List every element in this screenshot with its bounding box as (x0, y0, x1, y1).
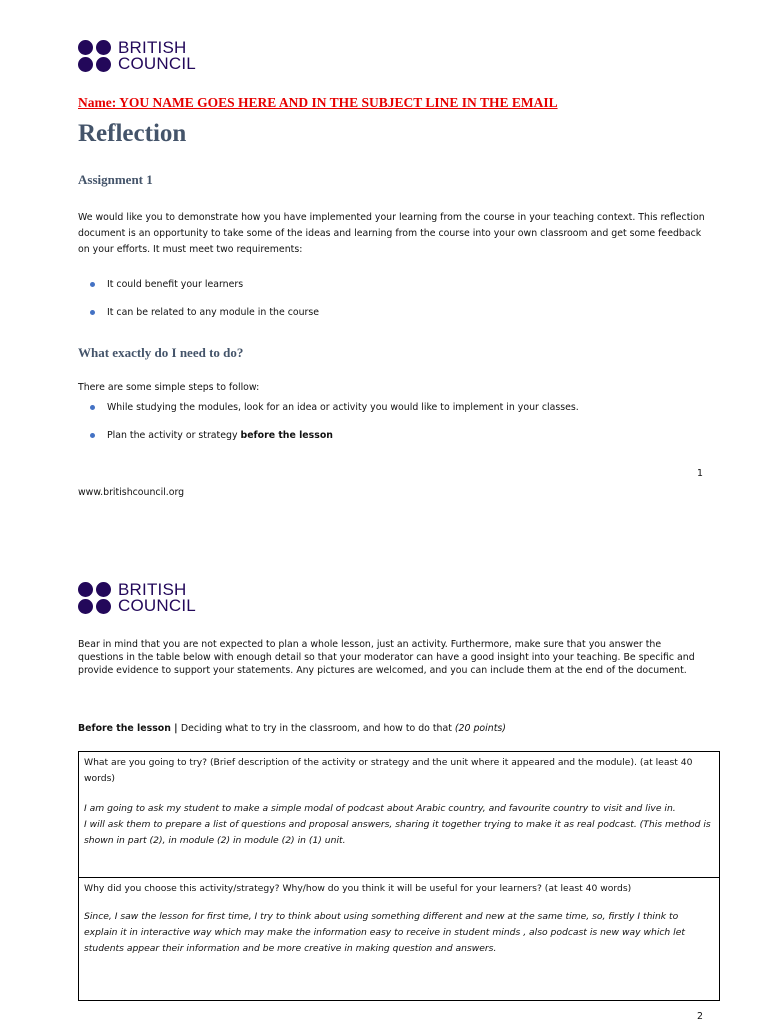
answer-1-line-1: I am going to ask my student to make a simple modal of podcast about Arabic country, and favourite country to visit and live in. (84, 803, 676, 814)
question-1: What are you going to try? (Brief description of the activity or strategy and the unit where it appeared and the module). (at least 40 words) (84, 757, 693, 784)
page-number: 1 (697, 468, 703, 479)
footer-url[interactable]: www.britishcouncil.org (78, 487, 185, 498)
question-2: Why did you choose this activity/strategy? Why/how do you think it will be useful for your learners? (at least 40 words) (84, 883, 632, 894)
logo-dots-icon (78, 40, 112, 72)
requirement-item: It can be related to any module in the course (90, 307, 319, 318)
page-number: 2 (697, 1011, 703, 1022)
requirement-item: It could benefit your learners (90, 279, 243, 290)
assignment-heading: Assignment 1 (78, 172, 153, 187)
logo-line-1: BRITISH (118, 38, 187, 57)
note-paragraph: Bear in mind that you are not expected to plan a whole lesson, just an activity. Furthermore, make sure that you answer the questions in the table below with enough detail so that your moderator can have a good insight into your teaching. Be specific and provide evidence to support your statements. Any pictures are welcomed, and you can include them at the end of the document. (78, 639, 695, 676)
step-item: While studying the modules, look for an idea or activity you would like to implement in your classes. (90, 402, 579, 413)
steps-intro: There are some simple steps to follow: (78, 382, 260, 393)
intro-paragraph: We would like you to demonstrate how you have implemented your learning from the course in your teaching context. This reflection document is an opportunity to take some of the ideas and learning from the course into your own classroom and get some feedback on your efforts. It must meet two requirements: (78, 212, 705, 255)
name-line: Name: YOU NAME GOES HERE AND IN THE SUBJECT LINE IN THE EMAIL (78, 95, 558, 110)
page-title: Reflection (78, 120, 187, 147)
british-council-logo (78, 40, 196, 72)
table-row[interactable] (79, 752, 719, 877)
before-lesson-line: Before the lesson | Deciding what to try in the classroom, and how to do that (20 points) (78, 723, 506, 734)
british-council-logo (78, 582, 196, 614)
answer-2: Since, I saw the lesson for first time, I try to think about using something different and new at the same time, so, firstly I think to explain it in interactive way which may make the information easy to receive in student minds , also podcast is new way which let students appear their information and be more creative in making question and answers. (84, 911, 685, 954)
logo-dots-icon (78, 582, 112, 614)
answer-1-line-2: I will ask them to prepare a list of questions and proposal answers, sharing it together trying to make it as real podcast. (This method is shown in part (2), in module (2) in module (2) in (1) unit. (84, 819, 711, 846)
step-item: Plan the activity or strategy before the lesson (90, 430, 333, 441)
table-row[interactable] (79, 877, 719, 1000)
logo-line-2: COUNCIL (118, 596, 196, 615)
bullet-icon (90, 433, 95, 438)
section-heading: What exactly do I need to do? (78, 345, 244, 360)
logo-line-2: COUNCIL (118, 54, 196, 73)
bullet-icon (90, 405, 95, 410)
logo-line-1: BRITISH (118, 580, 187, 599)
reflection-table (78, 751, 720, 1001)
bullet-icon (90, 310, 95, 315)
bullet-icon (90, 282, 95, 287)
